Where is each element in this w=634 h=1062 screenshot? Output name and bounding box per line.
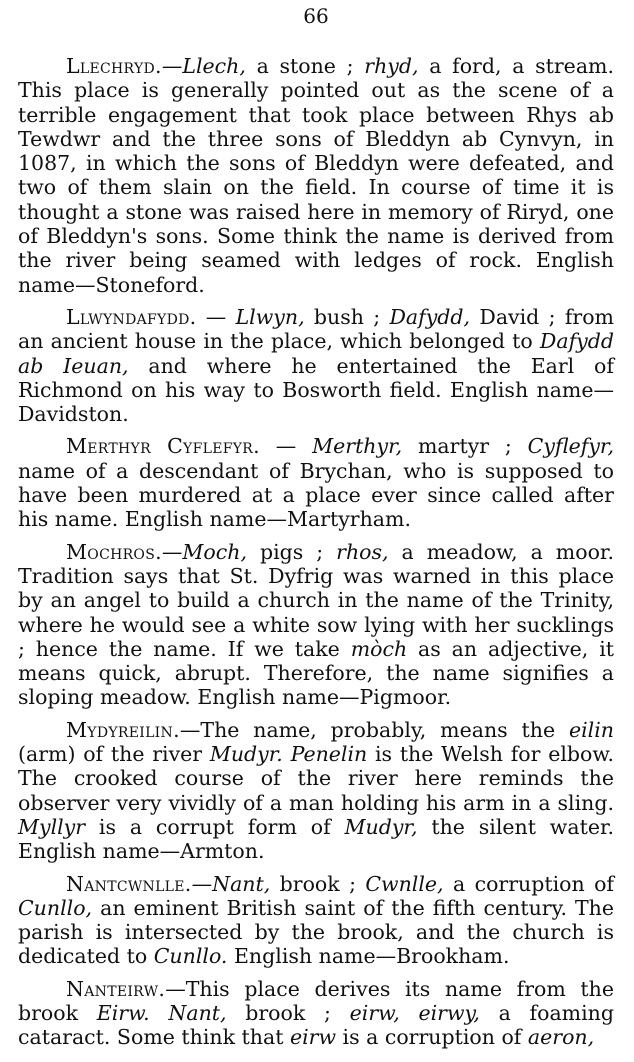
body-text: brook ; <box>226 1000 350 1025</box>
italic-term: Llech, <box>182 54 246 78</box>
entry-nanteirw <box>18 977 614 1050</box>
italic-term: Nant, <box>168 1000 227 1025</box>
italic-term: Cunllo. <box>153 944 228 969</box>
entry-headword: Mochros. <box>66 539 162 564</box>
entry-merthyr-cyflefyr <box>18 434 614 531</box>
entry-headword: Merthyr Cyflefyr. <box>66 434 260 459</box>
italic-term: Eirw. <box>96 1000 150 1025</box>
body-text: brook ; <box>270 871 366 896</box>
body-text: — <box>161 54 183 78</box>
body-text: — <box>161 539 183 564</box>
italic-term: Cunllo, <box>18 895 93 920</box>
italic-term: Dafydd ab Ieuan, <box>18 329 614 378</box>
entry-llwyndafydd <box>18 305 614 426</box>
italic-term: Mudyr, <box>344 814 418 839</box>
entry-body <box>18 54 614 297</box>
italic-term: Myllyr <box>18 814 86 839</box>
entry-mochros <box>18 540 614 710</box>
body-text: and where he entertained the Earl of Richmond on his way to Bosworth field. English name—Davidston. <box>18 353 614 427</box>
italic-term: Cyflefyr, <box>527 434 614 459</box>
body-text: a foaming cataract. Some think that <box>18 1000 614 1050</box>
page-number: 66 <box>303 4 329 28</box>
entry-headword: Nanteirw. <box>66 976 166 1001</box>
body-text <box>150 1001 169 1025</box>
italic-term: Merthyr, <box>312 434 403 459</box>
body-text: —The name, probably, means the <box>179 717 569 742</box>
body-text: pigs ; <box>246 539 337 564</box>
body-text: name of a descendant of Brychan, who is supposed to have been murdered at a place ever since called after his name. English name—Martyrham. <box>18 458 614 532</box>
body-text: martyr ; <box>402 434 528 459</box>
entry-nantcwnlle <box>18 872 614 969</box>
body-text: bush ; <box>304 304 390 329</box>
body-text: (arm) of the river <box>18 742 210 767</box>
entry-mydyreilin <box>18 718 614 864</box>
body-text: — <box>191 871 213 896</box>
entry-paragraph <box>18 718 614 864</box>
body-text: a meadow, a moor. Tradition says that St. Dyfrig was warned in this place by an angel to build a church in the name of the Trinity, where he would see a white sow lying with her sucklings ; hence the name. If we take <box>18 539 614 661</box>
italic-term: Moch, <box>182 539 247 564</box>
italic-term: Llwyn, <box>235 304 305 329</box>
italic-term: mòch <box>350 636 408 661</box>
body-text: an eminent British saint of the fifth century. The parish is intersected by the brook, and the church is dedicated to <box>18 895 614 969</box>
entry-paragraph <box>18 54 614 297</box>
entry-body <box>18 540 614 710</box>
body-text: — <box>196 304 236 329</box>
body-text: David ; from an ancient house in the place, which belonged to <box>18 304 614 354</box>
body-text: a corruption of <box>443 871 614 896</box>
body-text: a stone ; <box>245 54 365 78</box>
italic-term: rhyd, <box>364 54 419 78</box>
entry-paragraph <box>18 977 614 1050</box>
body-text: is a corruption of <box>336 1025 528 1050</box>
entry-headword: Llwyndafydd. <box>66 304 197 329</box>
italic-term: eirw, eirwy, <box>349 1000 480 1025</box>
body-text: English name—Brookham. <box>227 944 510 969</box>
entry-llechryd <box>18 54 614 297</box>
italic-term: Penelin <box>290 742 368 767</box>
italic-term: eirw <box>289 1025 337 1050</box>
body-text <box>283 742 291 766</box>
entry-paragraph <box>18 540 614 710</box>
body-text: a ford, a stream. This place is generally pointed out as the scene of a terrible engagement that took place between Rhys ab Tewdwr and the three sons of Bleddyn ab Cynvyn, in 1087, in which the sons of Bleddyn were defeated, and two of them slain on the field. In course of time it is thought a stone was raised here in memory of Riryd, one of Bleddyn's sons. Some think the name is derived from the river being seamed with ledges of rock. English name—Stoneford. <box>18 54 614 297</box>
body-text: the silent water. English name—Armton. <box>18 814 615 864</box>
italic-term: eilin <box>568 717 614 742</box>
entry-headword: Nantcwnlle. <box>66 871 192 896</box>
body-text: —This place derives its name from the brook <box>18 976 614 1025</box>
entry-paragraph <box>18 434 614 531</box>
italic-term: Cwnlle, <box>365 871 444 896</box>
body-text: — <box>259 434 313 459</box>
entry-paragraph <box>18 872 614 969</box>
body-text: is a corrupt form of <box>85 814 345 839</box>
italic-term: rhos, <box>336 539 389 564</box>
entry-headword: Llechryd. <box>66 54 162 78</box>
italic-term: aeron, <box>527 1025 595 1050</box>
entry-paragraph <box>18 305 614 426</box>
italic-term: Nant, <box>212 871 271 896</box>
entry-headword: Mydyreilin. <box>66 717 180 742</box>
body-text: as an adjective, it means quick, abrupt. Therefore, the name signifies a sloping meadow. English name—Pigmoor. <box>18 636 614 710</box>
italic-term: Dafydd, <box>389 304 471 329</box>
body-text: is the Welsh for elbow. The crooked course of the river here reminds the observer very vividly of a man holding his arm in a sling. <box>18 742 614 815</box>
italic-term: Mudyr. <box>209 742 283 767</box>
